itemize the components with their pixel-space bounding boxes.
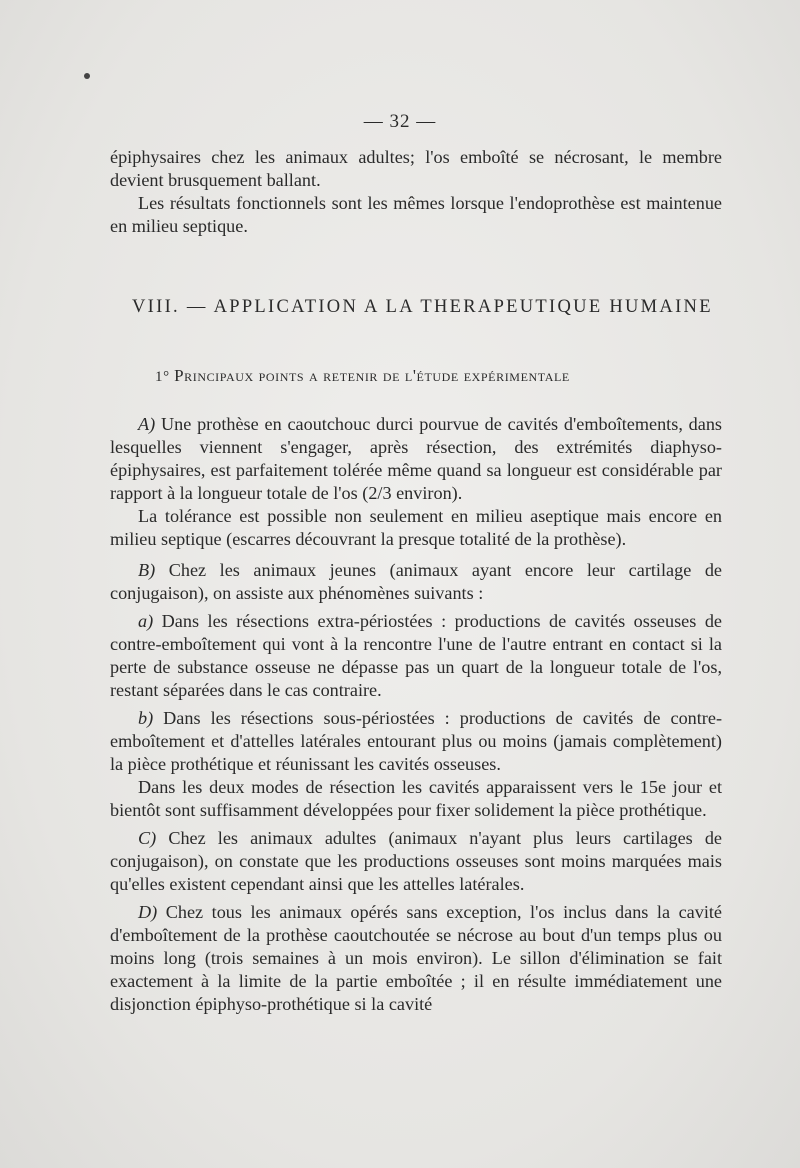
point-a-tolerance: La tolérance est possible non seulement en milieu aseptique mais encore en milieu septique (escarres découvrant la presque totalité de la prothèse).: [110, 506, 722, 549]
point-b-b-text: Dans les résections sous-périostées : productions de cavités de contre-emboîtement et d'attelles latérales entourant plus ou moins (jamais complètement) la pièce prothétique et réunissant les cavités osseuses.: [110, 708, 722, 774]
point-b-letter: B): [138, 560, 156, 580]
point-d-paragraph: [110, 901, 722, 1016]
point-b-b-paragraph: [110, 707, 722, 776]
point-b-b-letter: b): [138, 708, 154, 728]
intro-paragraph-2: Les résultats fonctionnels sont les mêmes lorsque l'endoprothèse est maintenue en milieu septique.: [110, 193, 722, 236]
point-a-text: Une prothèse en caoutchouc durci pourvue de cavités d'emboîtements, dans lesquelles viennent s'engager, après résection, des extrémités diaphyso-épiphysaires, est parfaitement tolérée même quand sa longueur est considérable par rapport à la longueur totale de l'os (2/3 environ).: [110, 414, 723, 503]
intro-block: [110, 146, 722, 238]
point-c-paragraph: [110, 827, 722, 896]
point-d-text: Chez tous les animaux opérés sans exception, l'os inclus dans la cavité d'emboîtement de la prothèse caoutchoutée se nécrose au bout d'un temps plus ou moins long (trois semaines à un mois environ). Le sillon d'élimination se fait exactement à la limite de la partie emboîtée ; il en résulte immédiatement une disjonction épiphyso-prothétique si la cavité: [110, 902, 723, 1014]
point-c-letter: C): [138, 828, 157, 848]
point-d-letter: D): [138, 902, 158, 922]
point-b-a-letter: a): [138, 611, 154, 631]
point-c-text: Chez les animaux adultes (animaux n'ayant plus leurs cartilages de conjugaison), on constate que les productions osseuses sont moins marquées mais qu'elles existent cependant ainsi que les attelles latérales.: [110, 828, 723, 894]
section-title: VIII. — APPLICATION A LA THERAPEUTIQUE HUMAINE: [132, 297, 713, 317]
point-a-paragraph: [110, 413, 722, 505]
main-text: [110, 413, 722, 1016]
point-b-text: Chez les animaux jeunes (animaux ayant encore leur cartilage de conjugaison), on assiste aux phénomènes suivants :: [110, 560, 723, 603]
subsection-number: 1°: [155, 369, 170, 385]
point-b-a-paragraph: [110, 610, 722, 702]
page-number: — 32 —: [363, 111, 437, 132]
subsection-title: [155, 366, 685, 386]
point-a-letter: A): [138, 414, 156, 434]
intro-paragraph-1: épiphysaires chez les animaux adultes; l'os emboîté se nécrosant, le membre devient brusquement ballant.: [110, 147, 722, 190]
ink-speck: [84, 73, 90, 79]
point-b-a-text: Dans les résections extra-périostées : productions de cavités osseuses de contre-emboîtement qui vont à la rencontre l'une de l'autre entrant en contact si la perte de substance osseuse ne dépasse pas un quart de la longueur totale de l'os, restant séparées dans le cas contraire.: [110, 611, 722, 700]
subsection-text: Principaux points a retenir de l'étude expérimentale: [174, 366, 570, 385]
point-b-paragraph: [110, 559, 722, 605]
both-modes-paragraph: Dans les deux modes de résection les cavités apparaissent vers le 15e jour et bientôt sont suffisamment développées pour fixer solidement la pièce prothétique.: [110, 777, 722, 820]
